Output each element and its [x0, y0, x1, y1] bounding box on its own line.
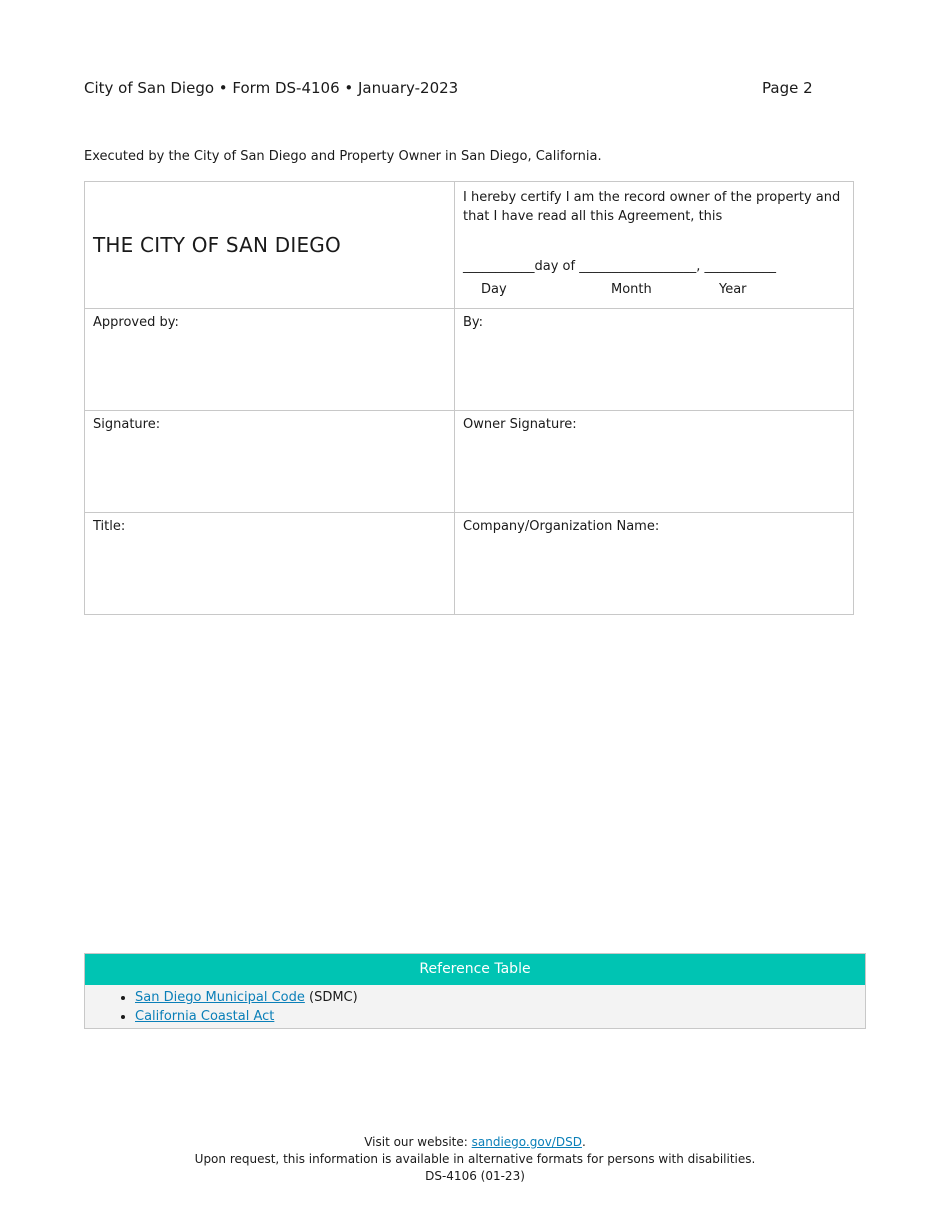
sdmc-suffix: (SDMC) [304, 990, 358, 1005]
visit-suffix: . [581, 1135, 586, 1149]
signature-table [84, 181, 854, 615]
company-label: Company/Organization Name: [463, 519, 660, 534]
reference-table [84, 953, 866, 1029]
day-label: Day [481, 282, 507, 297]
certification-text: I hereby certify I am the record owner of the property and that I have read all this Agreement, this [463, 190, 841, 224]
form-code: DS-4106 (01-23) [425, 1169, 525, 1183]
city-cell [85, 182, 455, 309]
owner-signature-field[interactable] [455, 411, 854, 513]
approved-by-field[interactable] [85, 309, 455, 411]
title-label: Title: [93, 519, 126, 534]
date-blank-line[interactable]: ___________day of __________________, ___________ [463, 259, 776, 274]
certification-cell [455, 182, 854, 309]
accessibility-note: Upon request, this information is available in alternative formats for persons with disabilities. [194, 1152, 756, 1166]
by-label: By: [463, 315, 484, 330]
title-field[interactable] [85, 513, 455, 615]
city-title: THE CITY OF SAN DIEGO [93, 233, 341, 257]
by-field[interactable] [455, 309, 854, 411]
footer [0, 1134, 950, 1185]
company-field[interactable] [455, 513, 854, 615]
reference-body [85, 985, 865, 1028]
signature-field[interactable] [85, 411, 455, 513]
reference-item [135, 1007, 865, 1026]
sdmc-link[interactable]: San Diego Municipal Code [135, 990, 305, 1005]
intro-text: Executed by the City of San Diego and Property Owner in San Diego, California. [84, 149, 602, 164]
page-number: Page 2 [762, 79, 813, 97]
reference-heading: Reference Table [85, 954, 865, 985]
month-label: Month [611, 282, 652, 297]
reference-item [135, 988, 865, 1007]
coastal-act-link[interactable]: California Coastal Act [135, 1009, 275, 1024]
approved-by-label: Approved by: [93, 315, 179, 330]
year-label: Year [719, 282, 747, 297]
form-header: City of San Diego • Form DS-4106 • January-2023 [84, 79, 459, 97]
visit-prefix: Visit our website: [364, 1135, 472, 1149]
website-line [0, 1134, 950, 1151]
owner-signature-label: Owner Signature: [463, 417, 577, 432]
date-labels [463, 282, 845, 302]
website-link[interactable]: sandiego.gov/DSD [471, 1135, 582, 1149]
signature-label: Signature: [93, 417, 161, 432]
